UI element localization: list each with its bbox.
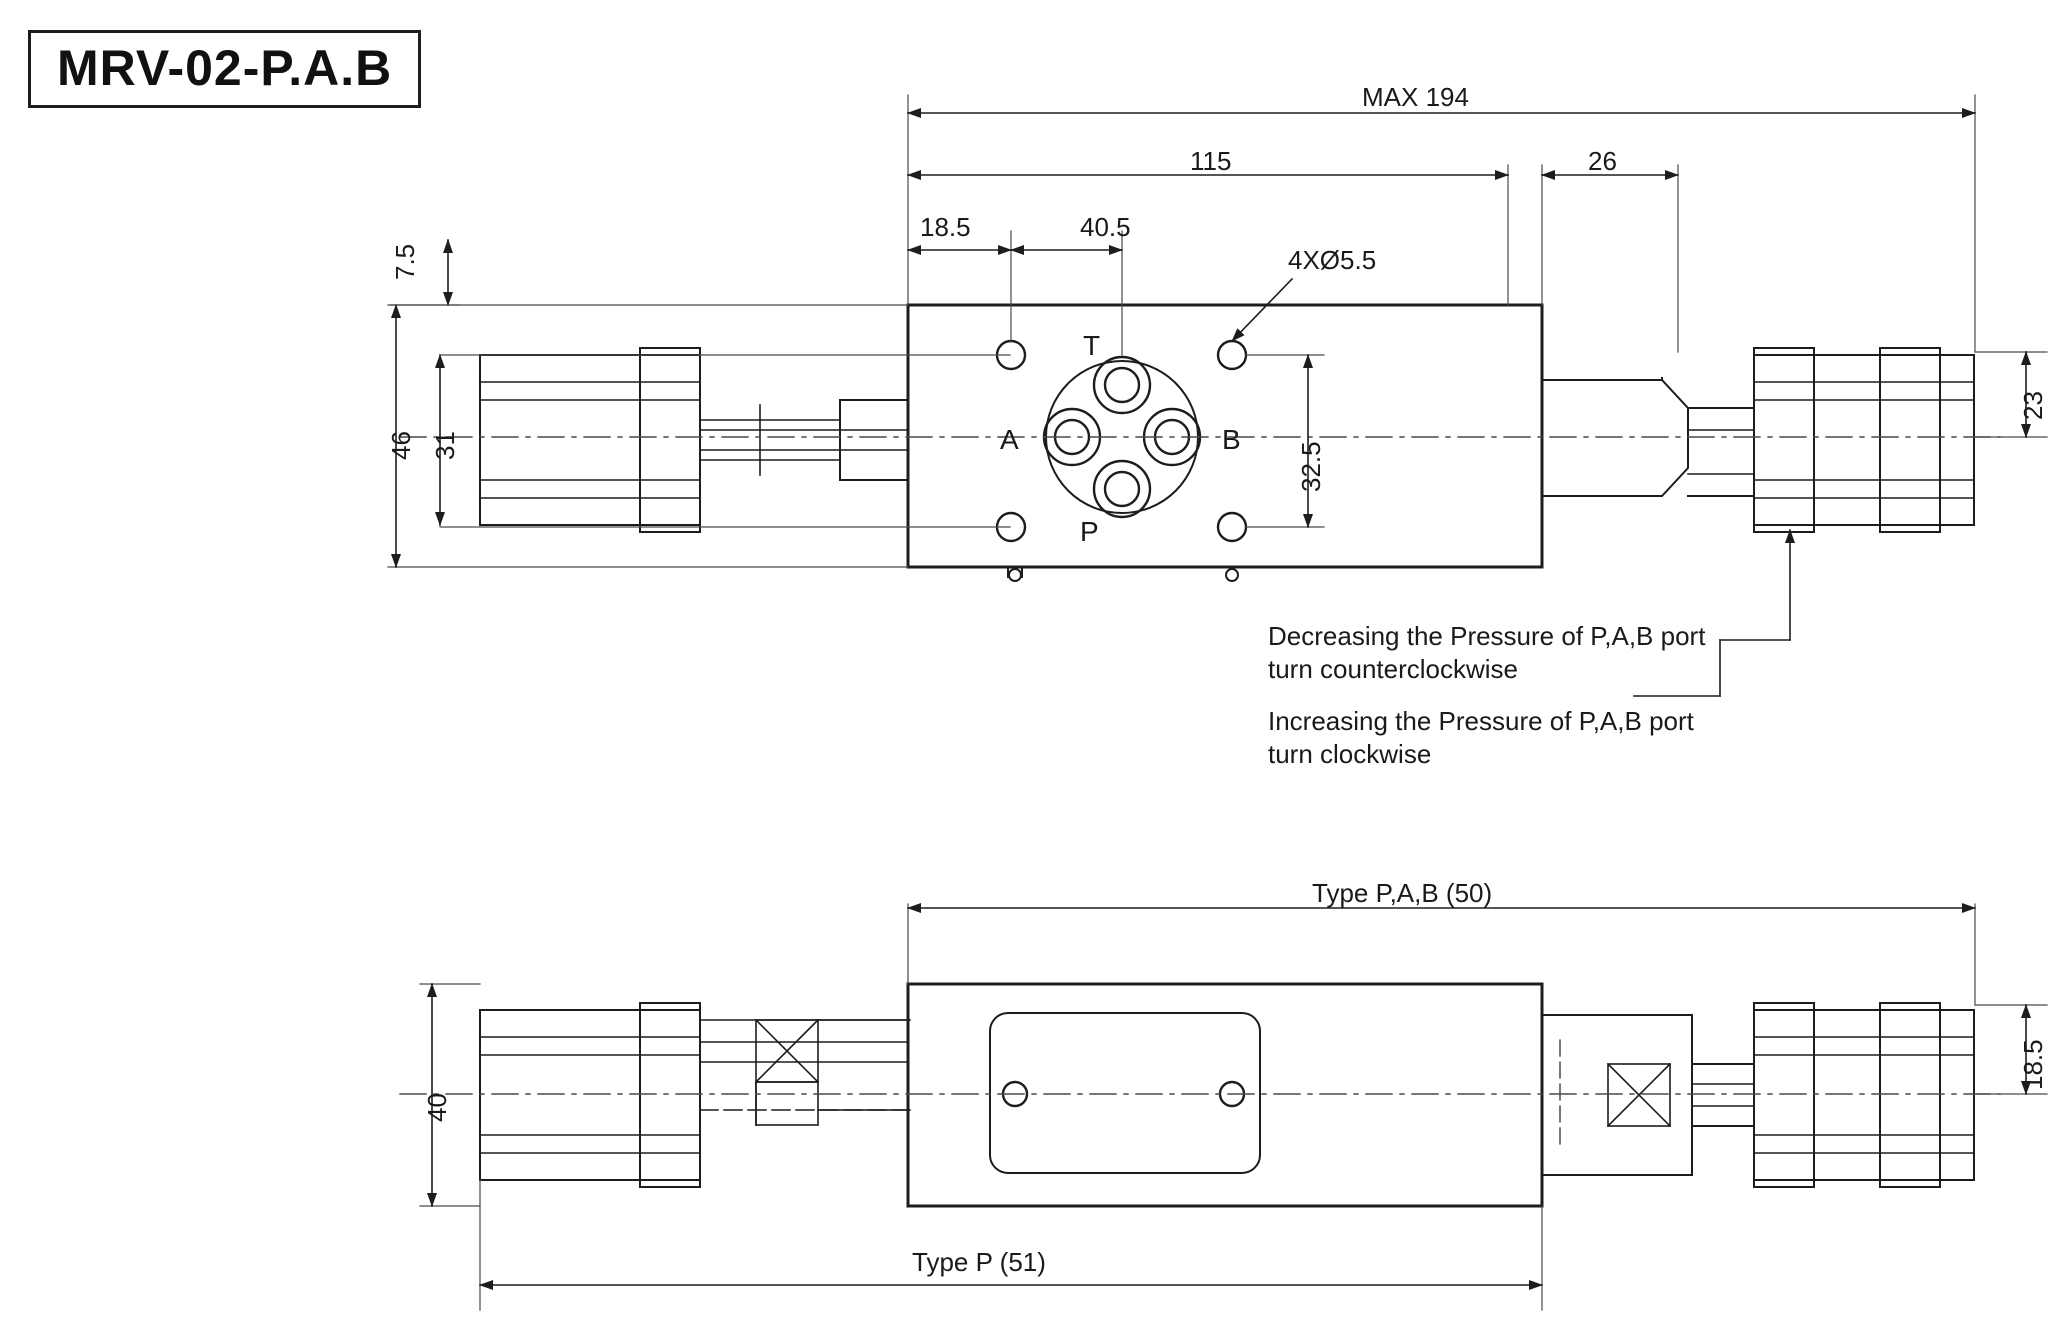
dim-label-18-5: 18.5: [920, 212, 971, 242]
note-decrease-line2: turn counterclockwise: [1268, 654, 1518, 685]
port-label-p: P: [1080, 516, 1099, 547]
bottom-view-body: [908, 984, 1542, 1206]
bottom-view-left-adjuster: [480, 1003, 910, 1187]
bottom-view-right-adjuster: [1542, 1003, 1974, 1187]
dim-label-23: 23: [2018, 391, 2048, 420]
note-increase-line2: turn clockwise: [1268, 738, 1432, 769]
title-box: [28, 30, 421, 108]
top-view-mounting-holes: [997, 341, 1246, 541]
note-increase-line1: Increasing the Pressure of P,A,B port: [1268, 705, 1694, 736]
dim-label-32-5: 32.5: [1296, 441, 1326, 492]
top-view-left-adjuster: [480, 348, 908, 532]
top-view-right-adjuster: [1542, 348, 1974, 532]
dim-label-31: 31: [430, 431, 460, 460]
note-decrease-line1: Decreasing the Pressure of P,A,B port: [1268, 621, 1706, 651]
dim-label-46: 46: [386, 431, 416, 460]
model-title: MRV-02-P.A.B: [57, 40, 393, 96]
dim-label-18-5-bottom: 18.5: [2018, 1039, 2048, 1090]
port-label-t: T: [1083, 330, 1101, 361]
dim-label-hole-callout: 4XØ5.5: [1288, 245, 1377, 275]
dim-label-26: 26: [1588, 146, 1617, 176]
dim-label-max194: MAX 194: [1362, 82, 1469, 112]
dim-label-115: 115: [1190, 146, 1232, 176]
port-label-a: A: [1000, 424, 1019, 455]
dim-label-40-5: 40.5: [1080, 212, 1131, 242]
dim-label-7-5: 7.5: [390, 243, 420, 280]
note-spacer: [1268, 687, 1828, 705]
adjustment-notes: [1268, 620, 1828, 771]
port-label-b: B: [1222, 424, 1241, 455]
dim-label-type-p: Type P (51): [912, 1247, 1046, 1277]
dim-label-type-pab: Type P,A,B (50): [1312, 878, 1493, 908]
dim-label-40: 40: [422, 1093, 452, 1122]
top-view-dimension-lines: [388, 95, 2047, 696]
